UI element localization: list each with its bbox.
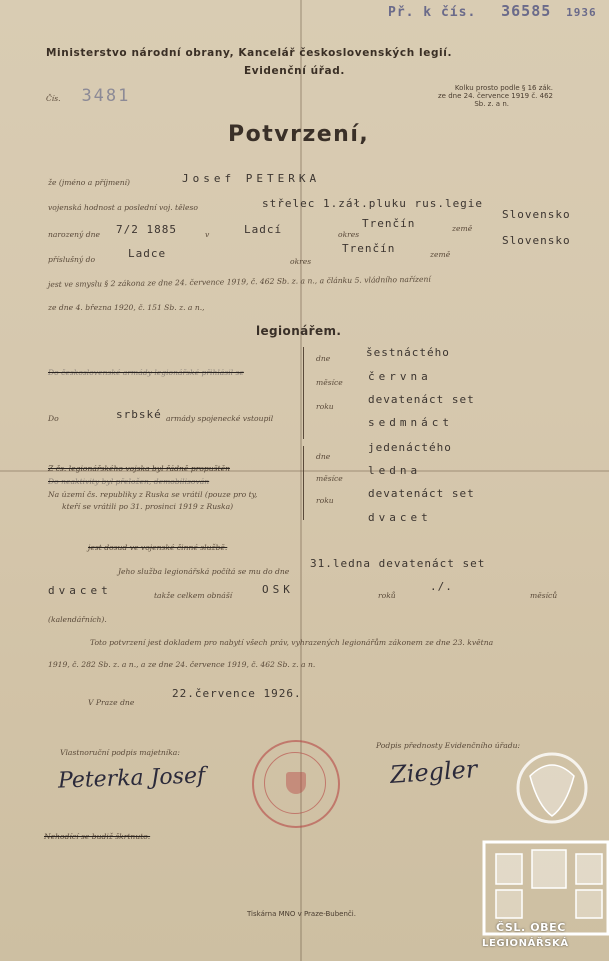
entry-year-value-2: sedmnáct: [368, 416, 453, 429]
official-seal-icon: [252, 740, 340, 828]
land2-label: země: [430, 250, 451, 259]
fee-note: [438, 84, 553, 108]
entry-bracket: [303, 347, 308, 439]
name-label: že (jméno a příjmení): [48, 178, 130, 187]
exit-struck-line: Z čs. legionářského vojska byl řádně propuštěn: [48, 464, 230, 473]
service-total-value: OSK: [262, 583, 294, 596]
ref-number: [46, 86, 130, 106]
service-struck-line: jest dosud ve vojenské činné službě.: [88, 543, 228, 552]
entry-suffix: armády spojenecké vstoupil: [166, 414, 274, 423]
exit-line-3: kteří se vrátili po 31. prosinci 1919 z Ruska): [62, 502, 234, 511]
entry-month-value: června: [368, 370, 432, 383]
born-place-prefix: v: [205, 230, 210, 239]
proof-line-1: Toto potvrzení jest dokladem pro nabytí všech práv, vyhrazených legionářům zákonem ze dne 23. května: [90, 638, 494, 647]
proof-line-2: 1919, č. 282 Sb. z. a n., a ze dne 24. července 1919, č. 462 Sb. z. a n.: [48, 660, 316, 669]
service-count-date: 31.ledna devatenáct set: [310, 557, 486, 570]
land-value: Slovensko: [502, 208, 571, 221]
ministry-header: Ministerstvo národní obrany, Kancelář československých legií.: [46, 47, 453, 59]
document-title: Potvrzení,: [228, 122, 370, 147]
owner-signature: Peterka Josef: [57, 763, 206, 794]
entry-month-label: měsíce: [316, 378, 343, 387]
service-total-label: takže celkem obnáší: [154, 591, 233, 600]
emblem-line-1: ČSL. OBEC: [496, 921, 566, 934]
ref-value: 3481: [81, 86, 131, 106]
rank-value: střelec 1.záł.pluku rus.legie: [262, 197, 484, 210]
exit-month-value: ledna: [368, 464, 422, 477]
exit-day-label: dne: [316, 452, 331, 461]
entry-army: srbské: [116, 408, 162, 421]
place-date-value: 22.července 1926.: [172, 687, 302, 700]
chief-signature: Ziegler: [389, 754, 479, 790]
exit-year-label: roku: [316, 496, 334, 505]
domicile-label: příslušný do: [48, 255, 96, 264]
rank-label: vojenská hodnost a poslední voj. těleso: [48, 203, 198, 212]
exit-line-1: Do neaktivity byl přeložen, demobilisován: [48, 477, 210, 486]
legion-emblem-watermark: [474, 746, 609, 961]
domicile-value: Ladce: [128, 247, 167, 260]
service-years-label: roků: [378, 591, 396, 600]
district2-label: okres: [290, 257, 312, 266]
law-text-2: ze dne 4. března 1920, č. 151 Sb. z. a n.,: [48, 303, 205, 312]
service-months-value: ./.: [430, 580, 453, 593]
name-value: Josef PETERKA: [182, 172, 321, 185]
printer-note: Tiskárna MNO v Praze-Bubenči.: [247, 910, 356, 918]
exit-year-value-1: devatenáct set: [368, 487, 475, 500]
entry-struck-line: Do československé armády legionářské přihlásil se: [48, 368, 244, 377]
born-place: Ladcí: [244, 223, 283, 236]
exit-year-value-2: dvacet: [368, 511, 432, 524]
reference-stamp-label: Př. k čís.: [388, 5, 477, 20]
office-header: Evidenční úřad.: [244, 65, 345, 77]
entry-prefix: Do: [48, 414, 59, 423]
struck-note: Nehodící se budiž škrtnuto.: [44, 832, 151, 841]
service-months-label: měsíců: [530, 591, 558, 600]
born-label: narozený dne: [48, 230, 100, 239]
born-date: 7/2 1885: [116, 223, 177, 236]
place-date-prefix: V Praze dne: [88, 698, 135, 707]
service-calendar: (kalendářních).: [48, 615, 107, 624]
ref-label: Čís.: [46, 94, 61, 103]
exit-line-2: Na území čs. republiky z Ruska se vrátil (pouze pro ty,: [48, 490, 258, 499]
reference-stamp: [388, 2, 597, 20]
service-count-year: dvacet: [48, 584, 112, 597]
fee-note-line-2: ze dne 24. července 1919 č. 462: [438, 92, 553, 100]
emblem-line-2: LEGIONÁŘSKÁ: [482, 938, 569, 949]
district-label: okres: [338, 230, 360, 239]
exit-day-value: jedenáctého: [368, 441, 452, 454]
reference-stamp-year: 1936: [566, 6, 597, 19]
service-count-line: Jeho služba legionářská počítá se mu do dne: [118, 567, 290, 576]
fee-note-line-3: Sb. z. a n.: [474, 100, 509, 108]
exit-month-label: měsíce: [316, 474, 343, 483]
district2-value: Trenčín: [342, 242, 396, 255]
entry-day-value: šestnáctého: [366, 346, 450, 359]
entry-year-value-1: devatenáct set: [368, 393, 475, 406]
owner-signature-label: Vlastnoruční podpis majetníka:: [60, 748, 180, 757]
fee-note-line-1: Kolku prosto podle § 16 zák.: [454, 84, 553, 92]
district-value: Trenčín: [362, 217, 416, 230]
entry-year-label: roku: [316, 402, 334, 411]
land-label: země: [452, 224, 473, 233]
land2-value: Slovensko: [502, 234, 571, 247]
law-text-1: jest ve smyslu § 2 zákona ze dne 24. července 1919, č. 462 Sb. z. a n., a článku 5. vládního nařízení: [47, 274, 431, 289]
entry-day-label: dne: [316, 354, 331, 363]
exit-bracket: [303, 446, 308, 520]
reference-stamp-number: 36585: [501, 2, 552, 20]
chief-signature-label: Podpis přednosty Evidenčního úřadu:: [376, 741, 521, 750]
legionary-heading: legionářem.: [256, 324, 342, 338]
